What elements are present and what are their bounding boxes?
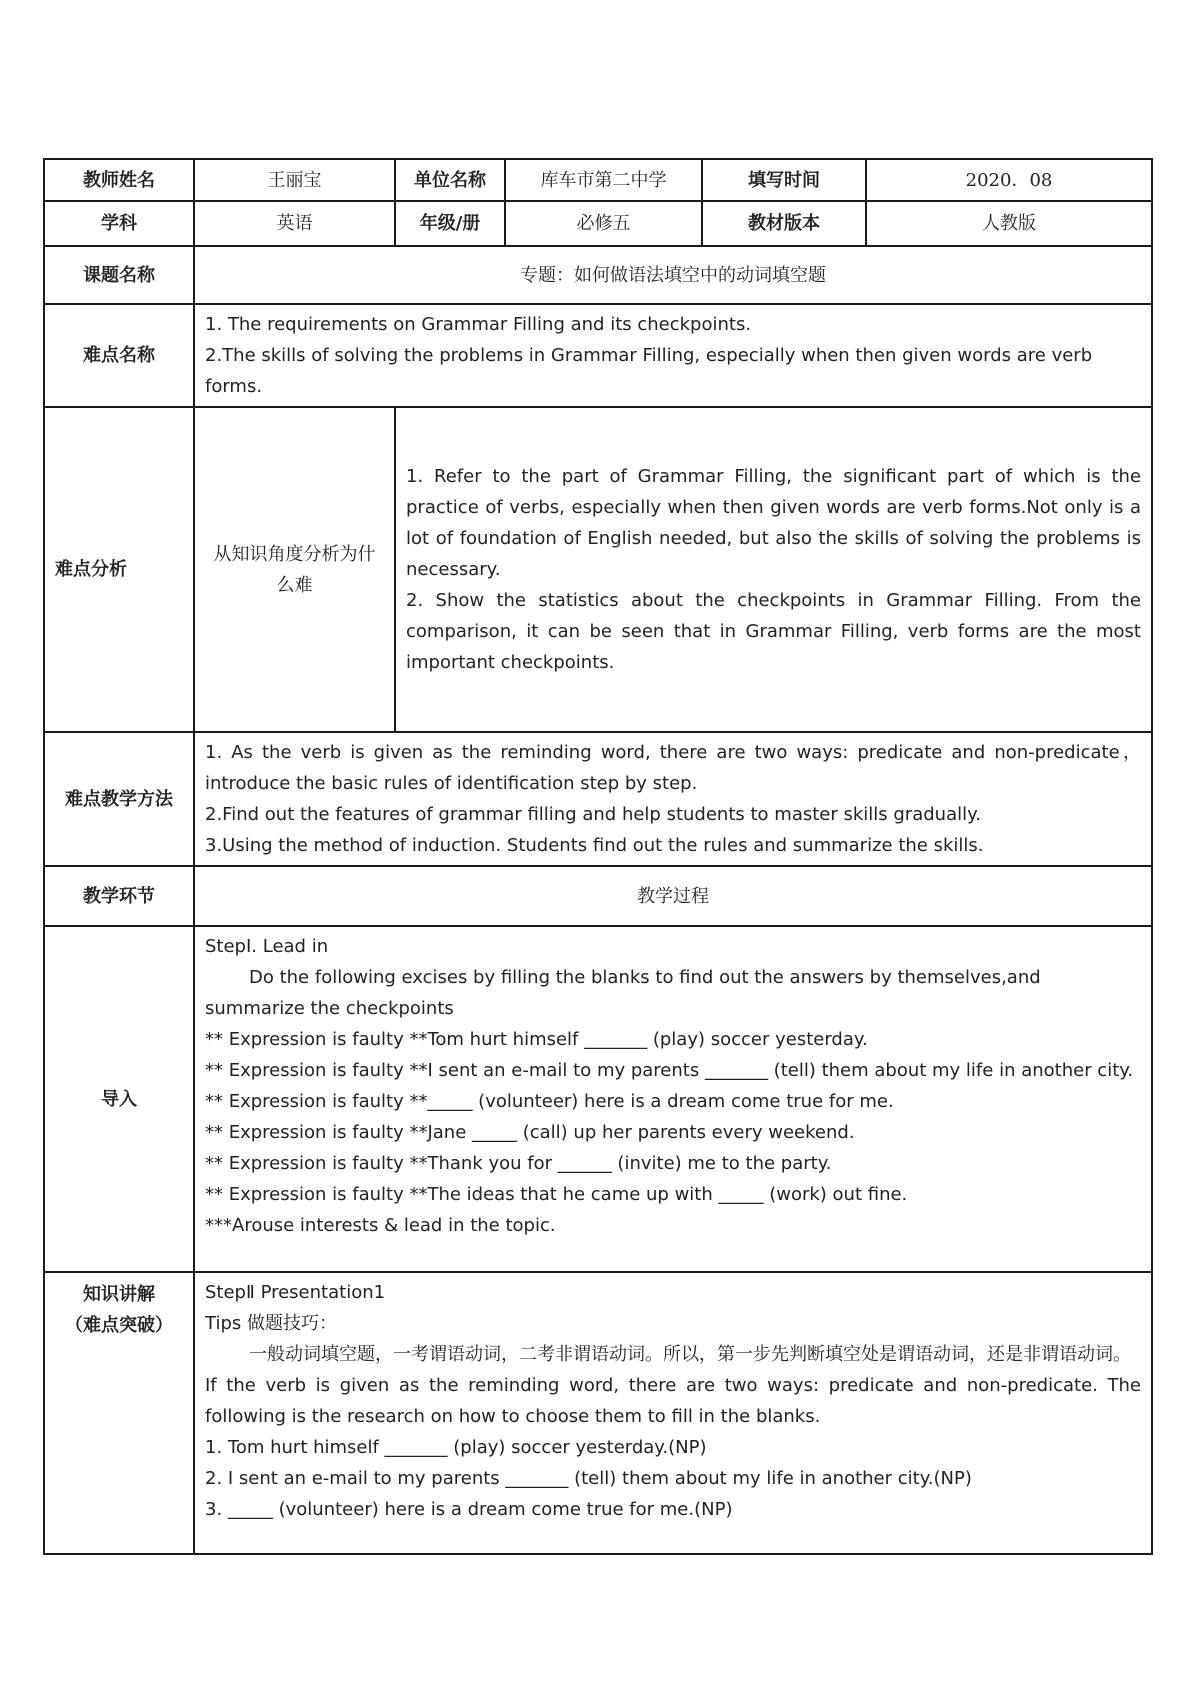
process-label: 教学环节 — [44, 866, 194, 926]
difficulty-row — [44, 304, 1152, 407]
teacher-value: 王丽宝 — [194, 159, 395, 201]
difficulty-content — [194, 304, 1152, 407]
presentation-content — [194, 1272, 1152, 1554]
presentation-tips: Tips 做题技巧： — [205, 1313, 337, 1334]
lesson-plan-table — [43, 158, 1153, 1555]
date-value: 2020．08 — [866, 159, 1152, 201]
analysis-point-2: 2. Show the statistics about the checkpoints in Grammar Filling. From the comparison, it can be seen that in Grammar Filling, verb forms are the most important checkpoints. — [406, 590, 1141, 673]
unit-value: 库车市第二中学 — [505, 159, 702, 201]
subject-value: 英语 — [194, 201, 395, 246]
lead-in-intro: Do the following excises by filling the blanks to find out the answers by themselves,and summarize the checkpoints — [205, 967, 1041, 1019]
lead-in-note: ***Arouse interests & lead in the topic. — [205, 1215, 556, 1236]
grade-label: 年级/册 — [395, 201, 505, 246]
process-value: 教学过程 — [194, 866, 1152, 926]
analysis-label: 难点分析 — [44, 407, 194, 732]
date-label: 填写时间 — [702, 159, 866, 201]
edition-value: 人教版 — [866, 201, 1152, 246]
analysis-content — [395, 407, 1152, 732]
topic-label: 课题名称 — [44, 246, 194, 304]
subject-label: 学科 — [44, 201, 194, 246]
edition-label: 教材版本 — [702, 201, 866, 246]
presentation-en-text: If the verb is given as the reminding word, there are two ways: predicate and non-predicate. The following is the research on how to choose them to fill in the blanks. — [205, 1375, 1141, 1427]
topic-row — [44, 246, 1152, 304]
lead-in-item: ** Expression is faulty **Thank you for ______ (invite) me to the party. — [205, 1153, 832, 1174]
difficulty-line-1: 1. The requirements on Grammar Filling and its checkpoints. — [205, 314, 752, 335]
presentation-label-line-1: 知识讲解 — [83, 1284, 155, 1305]
presentation-item: 2. I sent an e-mail to my parents _______ (tell) them about my life in another city.(NP) — [205, 1468, 972, 1489]
header-row-1 — [44, 159, 1152, 201]
presentation-item: 1. Tom hurt himself _______ (play) soccer yesterday.(NP) — [205, 1437, 707, 1458]
grade-value: 必修五 — [505, 201, 702, 246]
lead-in-step: StepⅠ. Lead in — [205, 936, 329, 957]
presentation-row — [44, 1272, 1152, 1554]
method-line-1: 1. As the verb is given as the reminding word, there are two ways: predicate and non-predicate，introduce the basic rules of identification step by step. — [205, 742, 1141, 794]
difficulty-label: 难点名称 — [44, 304, 194, 407]
lead-in-item: ** Expression is faulty **Tom hurt himself _______ (play) soccer yesterday. — [205, 1029, 868, 1050]
presentation-item: 3. _____ (volunteer) here is a dream come true for me.(NP) — [205, 1499, 733, 1520]
analysis-row — [44, 407, 1152, 732]
method-row — [44, 732, 1152, 866]
presentation-label-line-2: （难点突破） — [65, 1315, 173, 1336]
analysis-point-1: 1. Refer to the part of Grammar Filling, the significant part of which is the practice of verbs, especially when then given words are verb forms.Not only is a lot of foundation of English needed, but also the skills of solving the problems is necessary. — [406, 466, 1141, 580]
method-line-3: 3.Using the method of induction. Students find out the rules and summarize the skills. — [205, 835, 984, 856]
presentation-step: StepⅡ Presentation1 — [205, 1282, 386, 1303]
lead-in-content — [194, 926, 1152, 1272]
method-line-2: 2.Find out the features of grammar filling and help students to master skills gradually. — [205, 804, 981, 825]
topic-value: 专题：如何做语法填空中的动词填空题 — [194, 246, 1152, 304]
header-row-2 — [44, 201, 1152, 246]
presentation-label — [44, 1272, 194, 1554]
difficulty-line-2: 2.The skills of solving the problems in Grammar Filling, especially when then given words are verb forms. — [205, 345, 1093, 397]
unit-label: 单位名称 — [395, 159, 505, 201]
analysis-sub-label: 从知识角度分析为什么难 — [194, 407, 395, 732]
presentation-cn-text: 一般动词填空题，一考谓语动词，二考非谓语动词。所以，第一步先判断填空处是谓语动词，还是非谓语动词。 — [249, 1344, 1131, 1365]
process-header-row — [44, 866, 1152, 926]
lead-in-item: ** Expression is faulty **I sent an e-mail to my parents _______ (tell) them about my life in another city. — [205, 1060, 1134, 1081]
lead-in-label: 导入 — [44, 926, 194, 1272]
method-content — [194, 732, 1152, 866]
lead-in-item: ** Expression is faulty **Jane _____ (call) up her parents every weekend. — [205, 1122, 855, 1143]
teacher-label: 教师姓名 — [44, 159, 194, 201]
lead-in-item: ** Expression is faulty **The ideas that he came up with _____ (work) out fine. — [205, 1184, 908, 1205]
lead-in-item: ** Expression is faulty **_____ (volunteer) here is a dream come true for me. — [205, 1091, 894, 1112]
lead-in-row — [44, 926, 1152, 1272]
method-label: 难点教学方法 — [44, 732, 194, 866]
